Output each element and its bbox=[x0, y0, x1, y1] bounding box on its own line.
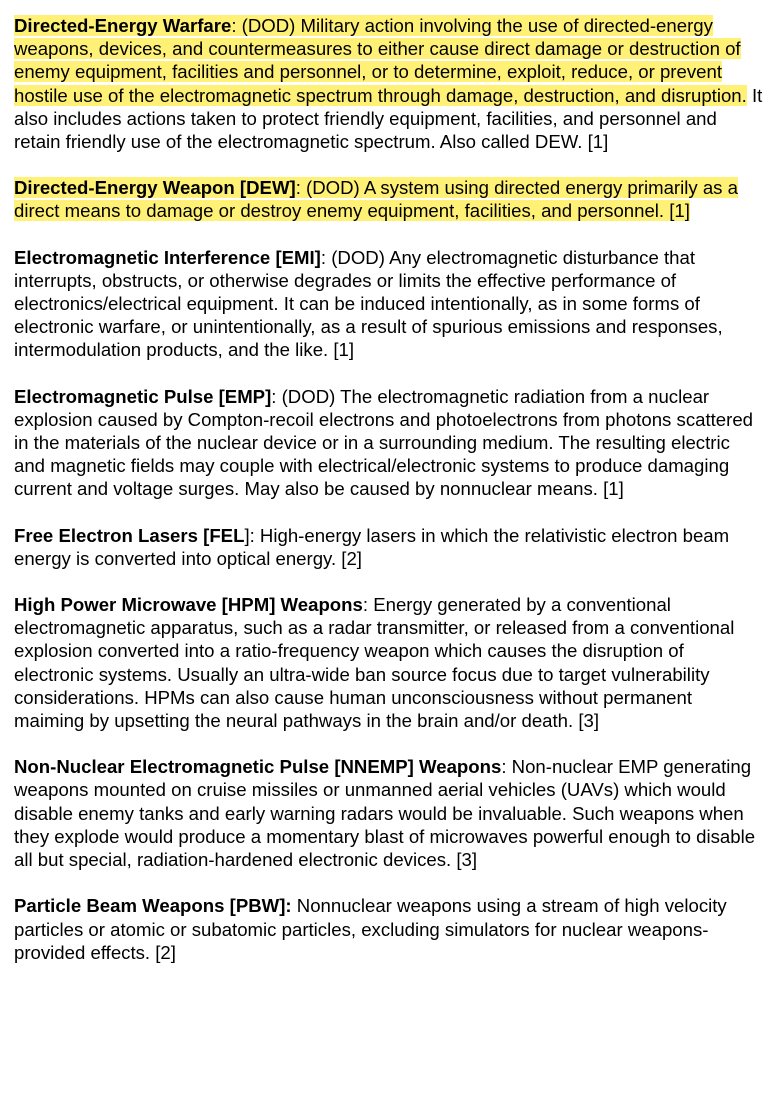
glossary-entry-emp bbox=[14, 385, 765, 501]
entry-term: Non-Nuclear Electromagnetic Pulse [NNEMP] Weapons bbox=[14, 756, 502, 778]
entry-definition: : Energy generated by a conventional electromagnetic apparatus, such as a radar transmitter, or released from a conventional explosion converted into a ratio-frequency weapon which causes the disruption of electronic systems. Usually an ultra-wide ban source focus due to target vulnerability considerations. HPMs can also cause human unconsciousness without permanent maiming by upsetting the neural pathways in the brain and/or death. [3] bbox=[14, 594, 735, 732]
entry-term: Particle Beam Weapons [PBW]: bbox=[14, 895, 292, 917]
glossary-entry-dew-warfare bbox=[14, 14, 765, 153]
glossary-entry-hpm bbox=[14, 593, 765, 732]
entry-definition: ]: High-energy lasers in which the relativistic electron beam energy is converted into optical energy. [2] bbox=[14, 524, 730, 569]
entry-term: Directed-Energy Warfare bbox=[14, 15, 232, 36]
glossary-entry-fel bbox=[14, 524, 765, 570]
highlighted-text bbox=[14, 177, 738, 221]
entry-definition-highlighted: : (DOD) A system using directed energy primarily as a direct means to damage or destroy enemy equipment, facilities, and personnel. [1] bbox=[14, 177, 738, 222]
glossary-entry-dew-weapon bbox=[14, 176, 765, 222]
entry-term: Directed-Energy Weapon [DEW] bbox=[14, 177, 296, 199]
entry-term: Electromagnetic Interference [EMI] bbox=[14, 246, 321, 268]
entry-definition: Nonnuclear weapons using a stream of high velocity particles or atomic or subatomic particles, excluding simulators for nuclear weapons-provided effects. [2] bbox=[14, 895, 727, 963]
glossary-entry-pbw bbox=[14, 894, 765, 964]
entry-definition: It also includes actions taken to protect friendly equipment, facilities, and personnel and retain friendly use of the electromagnetic spectrum. Also called DEW. [1] bbox=[14, 84, 763, 153]
entry-term: Free Electron Lasers [FEL bbox=[14, 524, 245, 546]
entry-definition: : (DOD) The electromagnetic radiation from a nuclear explosion caused by Compton-recoil electrons and photoelectrons from photons scattered in the materials of the nuclear device or in a surrounding medium. The resulting electric and magnetic fields may couple with electrical/electronic systems to produce damaging current and voltage surges. May also be caused by nonnuclear means. [1] bbox=[14, 385, 754, 500]
entry-definition-highlighted: : (DOD) Military action involving the use of directed-energy weapons, devices, and countermeasures to either cause direct damage or destruction of enemy equipment, facilities and personnel, or to determine, exploit, reduce, or prevent hostile use of the electromagnetic spectrum through damage, destruction, and disruption. bbox=[14, 15, 747, 106]
entry-term: Electromagnetic Pulse [EMP] bbox=[14, 385, 272, 407]
entry-definition: : (DOD) Any electromagnetic disturbance that interrupts, obstructs, or otherwise degrades or limits the effective performance of electronics/electrical equipment. It can be induced intentionally, as in some forms of electronic warfare, or unintentionally, as a result of spurious emissions and responses, intermodulation products, and the like. [1] bbox=[14, 246, 723, 361]
entry-definition: : Non-nuclear EMP generating weapons mounted on cruise missiles or unmanned aerial vehicles (UAVs) which would disable enemy tanks and early warning radars would be invaluable. Such weapons when they explode would produce a momentary blast of microwaves powerful enough to disable all but special, radiation-hardened electronic devices. [3] bbox=[14, 756, 756, 871]
highlighted-text bbox=[14, 15, 747, 106]
glossary-entry-nnemp bbox=[14, 755, 765, 871]
glossary-entry-emi bbox=[14, 246, 765, 362]
entry-term: High Power Microwave [HPM] Weapons bbox=[14, 594, 363, 616]
